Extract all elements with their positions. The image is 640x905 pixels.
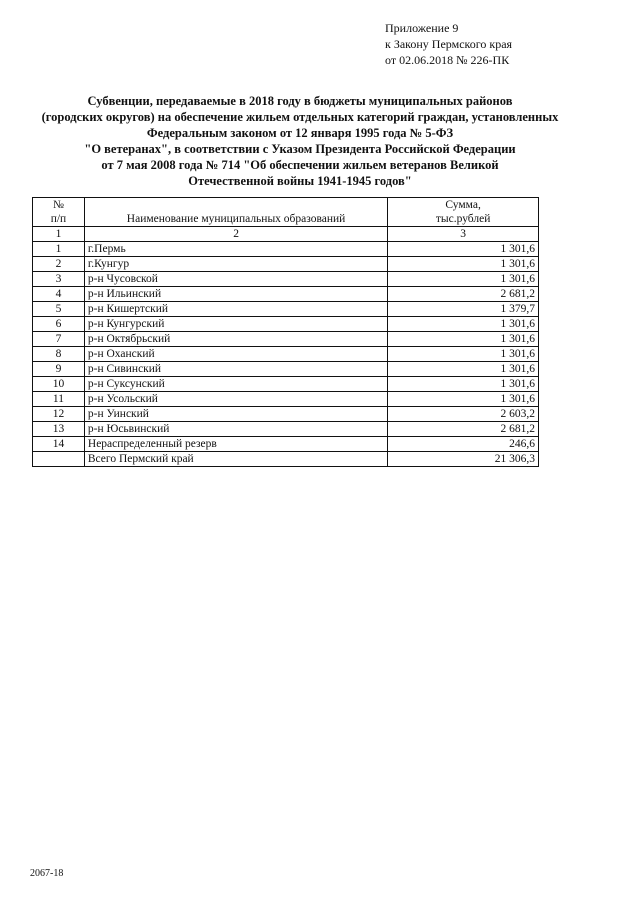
subsidy-table <box>32 197 539 467</box>
document-code: 2067-18 <box>30 868 64 879</box>
row-sum: 1 301,6 <box>388 377 539 392</box>
row-number: 2 <box>33 257 85 272</box>
table-row <box>33 332 539 347</box>
row-sum: 2 603,2 <box>388 407 539 422</box>
row-sum: 1 301,6 <box>388 362 539 377</box>
table-row <box>33 377 539 392</box>
table-row <box>33 317 539 332</box>
row-sum: 1 301,6 <box>388 272 539 287</box>
row-number: 1 <box>33 242 85 257</box>
column-index: 3 <box>388 227 539 242</box>
row-number: 14 <box>33 437 85 452</box>
row-number: 10 <box>33 377 85 392</box>
total-sum: 21 306,3 <box>388 452 539 467</box>
table-row <box>33 407 539 422</box>
header-name: Наименование муниципальных образований <box>84 198 387 227</box>
appendix-line: от 02.06.2018 № 226-ПК <box>385 53 510 67</box>
header-number-line2: п/п <box>50 213 67 225</box>
table-row <box>33 287 539 302</box>
title-line: Отечественной войны 1941-1945 годов" <box>188 174 412 188</box>
appendix-reference <box>385 20 512 68</box>
row-name: р-н Ильинский <box>84 287 387 302</box>
document-title <box>30 93 570 189</box>
header-number-line1: № <box>52 199 64 211</box>
row-sum: 2 681,2 <box>388 287 539 302</box>
row-number: 11 <box>33 392 85 407</box>
total-label: Всего Пермский край <box>84 452 387 467</box>
row-number: 3 <box>33 272 85 287</box>
row-number: 6 <box>33 317 85 332</box>
title-line: Субвенции, передаваемые в 2018 году в бюджеты муниципальных районов <box>87 94 513 108</box>
title-line: от 7 мая 2008 года № 714 "Об обеспечении жильем ветеранов Великой <box>101 158 499 172</box>
table-row <box>33 257 539 272</box>
row-name: Нераспределенный резерв <box>84 437 387 452</box>
row-name: г.Пермь <box>84 242 387 257</box>
row-name: г.Кунгур <box>84 257 387 272</box>
table-row <box>33 392 539 407</box>
row-sum: 1 301,6 <box>388 317 539 332</box>
row-name: р-н Кишертский <box>84 302 387 317</box>
row-name: р-н Октябрьский <box>84 332 387 347</box>
table-row <box>33 302 539 317</box>
row-name: р-н Оханский <box>84 347 387 362</box>
row-sum: 1 301,6 <box>388 257 539 272</box>
header-number <box>33 198 85 227</box>
title-line: "О ветеранах", в соответствии с Указом Президента Российской Федерации <box>84 142 516 156</box>
row-name: р-н Уинский <box>84 407 387 422</box>
table-row <box>33 242 539 257</box>
row-sum: 1 301,6 <box>388 347 539 362</box>
row-name: р-н Кунгурский <box>84 317 387 332</box>
row-number: 5 <box>33 302 85 317</box>
column-index: 2 <box>84 227 387 242</box>
column-index-row <box>33 227 539 242</box>
header-sum-line2: тыс.рублей <box>435 213 491 225</box>
total-number <box>33 452 85 467</box>
row-name: р-н Суксунский <box>84 377 387 392</box>
row-sum: 1 301,6 <box>388 392 539 407</box>
table-header-row <box>33 198 539 227</box>
row-sum: 1 301,6 <box>388 242 539 257</box>
row-number: 13 <box>33 422 85 437</box>
row-name: р-н Юсьвинский <box>84 422 387 437</box>
header-sum <box>388 198 539 227</box>
row-sum: 246,6 <box>388 437 539 452</box>
total-row <box>33 452 539 467</box>
appendix-line: Приложение 9 <box>385 21 459 35</box>
row-sum: 2 681,2 <box>388 422 539 437</box>
row-name: р-н Сивинский <box>84 362 387 377</box>
row-number: 4 <box>33 287 85 302</box>
row-sum: 1 301,6 <box>388 332 539 347</box>
table-row <box>33 272 539 287</box>
table-row <box>33 347 539 362</box>
table-row <box>33 362 539 377</box>
title-line: Федеральным законом от 12 января 1995 года № 5-ФЗ <box>146 126 454 140</box>
row-sum: 1 379,7 <box>388 302 539 317</box>
row-name: р-н Усольский <box>84 392 387 407</box>
row-name: р-н Чусовской <box>84 272 387 287</box>
title-line: (городских округов) на обеспечение жильем отдельных категорий граждан, установленных <box>41 110 559 124</box>
row-number: 8 <box>33 347 85 362</box>
row-number: 7 <box>33 332 85 347</box>
row-number: 9 <box>33 362 85 377</box>
column-index: 1 <box>33 227 85 242</box>
header-sum-line1: Сумма, <box>445 199 481 211</box>
table-row <box>33 422 539 437</box>
table-row <box>33 437 539 452</box>
row-number: 12 <box>33 407 85 422</box>
appendix-line: к Закону Пермского края <box>385 37 513 51</box>
